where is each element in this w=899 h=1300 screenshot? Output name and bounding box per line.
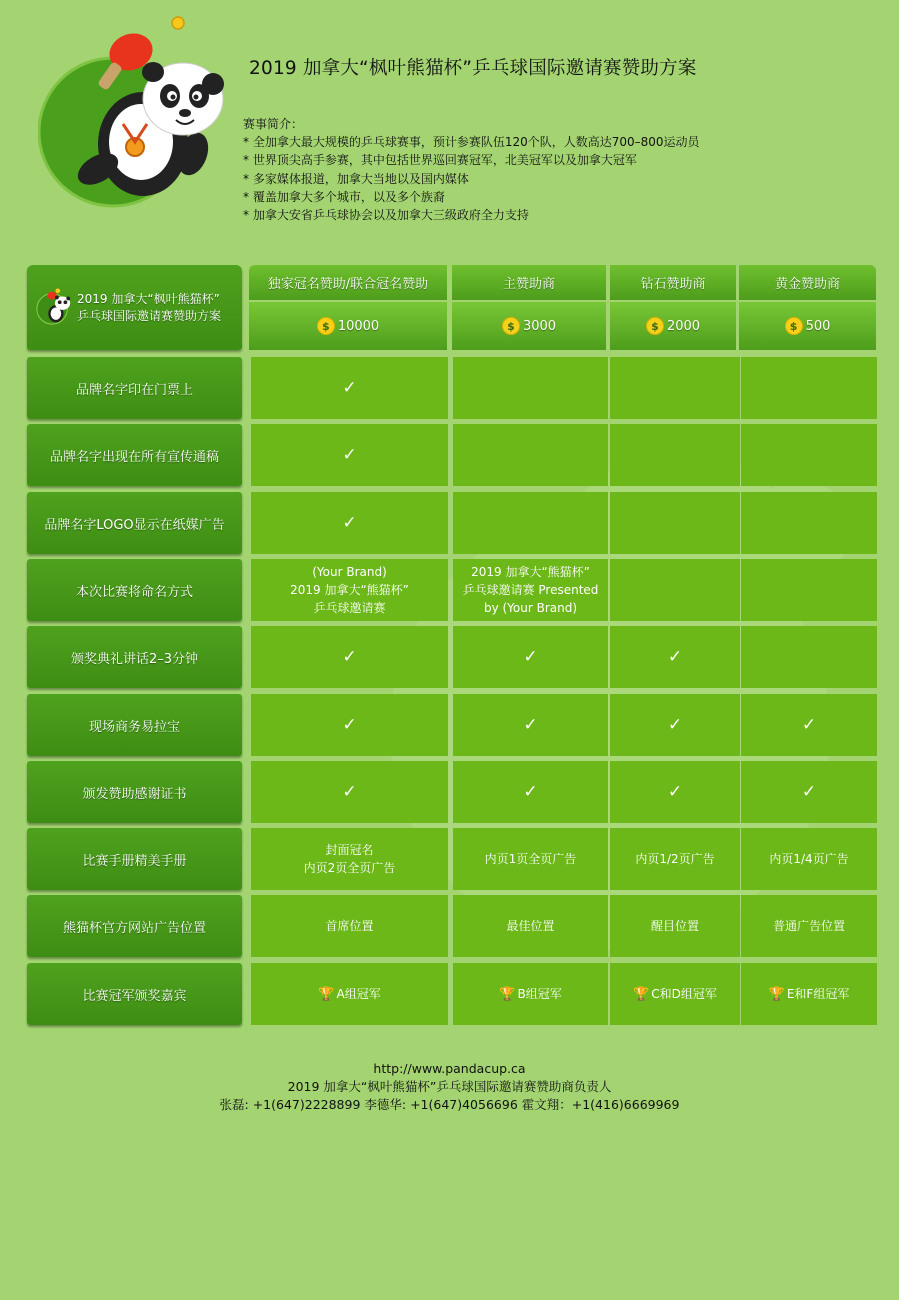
intro-item: * 世界顶尖高手参赛，其中包括世界巡回赛冠军，北美冠军以及加拿大冠军 <box>243 153 637 168</box>
tier-price <box>249 302 447 350</box>
row-label: 本次比赛将命名方式 <box>27 559 242 621</box>
cell-text-line: 最佳位置 <box>506 919 555 933</box>
event-intro <box>243 115 700 224</box>
intro-heading: 赛事简介： <box>243 117 304 131</box>
table-cell <box>453 492 608 554</box>
table-cell <box>251 559 448 621</box>
cell-text: C和D组冠军 <box>651 986 717 1001</box>
row-label: 颁发赞助感谢证书 <box>27 761 242 823</box>
table-cell <box>251 828 448 890</box>
table-cell <box>610 424 740 486</box>
cell-text-line: 内页1/2页广告 <box>635 852 715 866</box>
table-cell <box>453 694 608 756</box>
cell-text-line: 首席位置 <box>325 919 374 933</box>
trophy-icon: 🏆 <box>633 986 650 1002</box>
cell-text-line: 内页2页全页广告 <box>303 861 396 875</box>
check-icon: ✓ <box>342 647 357 667</box>
table-cell <box>251 626 448 688</box>
table-cell <box>741 828 877 890</box>
row-label: 品牌名字LOGO显示在纸媒广告 <box>27 492 242 554</box>
cell-text-line: by (Your Brand) <box>483 601 578 615</box>
panda-mascot-logo <box>38 14 228 214</box>
table-cell <box>453 828 608 890</box>
tier-price-value: 500 <box>805 318 831 334</box>
table-cell <box>741 559 877 621</box>
row-label: 比赛冠军颁奖嘉宾 <box>27 963 242 1025</box>
cell-text-line: 普通广告位置 <box>772 919 845 933</box>
cell-text: A组冠军 <box>336 986 381 1001</box>
table-cell <box>453 895 608 957</box>
table-cell <box>610 694 740 756</box>
row-label: 颁奖典礼讲话2–3分钟 <box>27 626 242 688</box>
check-icon: ✓ <box>342 445 357 465</box>
panda-mini-icon <box>35 287 73 327</box>
table-cell <box>610 357 740 419</box>
cell-text-line <box>769 985 850 1004</box>
table-cell <box>741 424 877 486</box>
table-cell <box>251 895 448 957</box>
table-cell <box>453 559 608 621</box>
tier-price-value: 2000 <box>666 318 701 334</box>
cell-text-line: 封面冠名 <box>325 843 374 857</box>
intro-item: * 全加拿大最大规模的乒乓球赛事，预计参赛队伍120个队，人数高达700–800运动员 <box>243 135 700 150</box>
row-label: 现场商务易拉宝 <box>27 694 242 756</box>
table-cell <box>610 492 740 554</box>
cell-text-line: 内页1页全页广告 <box>484 852 577 866</box>
table-cell <box>610 895 740 957</box>
table-cell <box>741 694 877 756</box>
intro-item: * 加拿大安省乒乓球协会以及加拿大三级政府全力支持 <box>243 208 529 223</box>
cell-text: E和F组冠军 <box>786 986 850 1001</box>
intro-item: * 覆盖加拿大多个城市，以及多个族裔 <box>243 189 445 204</box>
check-icon: ✓ <box>342 378 357 398</box>
cell-text-line: 乒乓球邀请赛 <box>313 601 386 615</box>
tier-name: 主赞助商 <box>452 265 606 300</box>
dollar-coin-icon: $ <box>785 317 803 335</box>
check-icon: ✓ <box>523 782 538 802</box>
table-cell <box>453 761 608 823</box>
check-icon: ✓ <box>801 715 817 735</box>
footer-organizer: 2019 加拿大“枫叶熊猫杯”乒乓球国际邀请赛赞助商负责人 <box>287 1079 612 1094</box>
tier-price-value: 10000 <box>337 318 380 334</box>
check-icon: ✓ <box>667 647 683 667</box>
table-cell <box>251 694 448 756</box>
row-label: 品牌名字印在门票上 <box>27 357 242 419</box>
cell-text-line <box>318 985 380 1004</box>
cell-text-line <box>499 985 561 1004</box>
table-cell <box>741 761 877 823</box>
cell-text-line: 2019 加拿大“熊猫杯” <box>471 565 590 579</box>
table-cell <box>741 492 877 554</box>
table-cell <box>741 357 877 419</box>
tier-name: 黄金赞助商 <box>739 265 876 300</box>
tier-name: 钻石赞助商 <box>610 265 736 300</box>
table-cell <box>453 357 608 419</box>
table-cell <box>251 424 448 486</box>
table-cell <box>453 626 608 688</box>
table-cell <box>453 424 608 486</box>
tier-name: 独家冠名赞助/联合冠名赞助 <box>249 265 447 300</box>
check-icon: ✓ <box>523 715 538 735</box>
row-label: 熊猫杯官方网站广告位置 <box>27 895 242 957</box>
row-label: 品牌名字出现在所有宣传通稿 <box>27 424 242 486</box>
dollar-coin-icon: $ <box>502 317 520 335</box>
table-cell <box>610 761 740 823</box>
table-cell <box>610 626 740 688</box>
table-corner-label <box>27 265 242 350</box>
check-icon: ✓ <box>523 647 538 667</box>
cell-text-line <box>633 985 717 1004</box>
cell-text-line: 2019 加拿大“熊猫杯” <box>290 583 409 597</box>
corner-label-line: 2019 加拿大“枫叶熊猫杯” <box>77 291 220 306</box>
table-cell <box>251 761 448 823</box>
footer-url[interactable]: http://www.pandacup.ca <box>373 1061 526 1076</box>
table-cell <box>251 963 448 1025</box>
tier-price <box>610 302 736 350</box>
table-cell <box>251 492 448 554</box>
trophy-icon: 🏆 <box>499 986 516 1002</box>
table-cell <box>610 559 740 621</box>
row-label: 比赛手册精美手册 <box>27 828 242 890</box>
check-icon: ✓ <box>667 782 683 802</box>
tier-price <box>452 302 606 350</box>
check-icon: ✓ <box>342 715 357 735</box>
intro-item: * 多家媒体报道，加拿大当地以及国内媒体 <box>243 171 469 186</box>
cell-text-line: 内页1/4页广告 <box>769 852 849 866</box>
tier-price <box>739 302 876 350</box>
table-cell <box>741 895 877 957</box>
table-cell <box>610 828 740 890</box>
table-cell <box>741 626 877 688</box>
check-icon: ✓ <box>342 782 357 802</box>
dollar-coin-icon: $ <box>317 317 335 335</box>
table-cell <box>453 963 608 1025</box>
check-icon: ✓ <box>801 782 817 802</box>
footer-contacts: 张磊: +1(647)2228899 李德华: +1(647)4056696 霍文翔：+1(416)6669969 <box>219 1097 680 1112</box>
cell-text-line: (Your Brand) <box>312 565 387 579</box>
footer <box>0 1060 899 1114</box>
trophy-icon: 🏆 <box>768 986 785 1002</box>
table-cell <box>610 963 740 1025</box>
corner-label-line: 乒乓球国际邀请赛赞助方案 <box>77 308 222 323</box>
trophy-icon: 🏆 <box>318 986 335 1002</box>
cell-text-line: 乒乓球邀请赛 Presented <box>462 583 599 597</box>
check-icon: ✓ <box>667 715 683 735</box>
dollar-coin-icon: $ <box>646 317 664 335</box>
check-icon: ✓ <box>342 513 357 533</box>
cell-text-line: 醒目位置 <box>650 919 699 933</box>
page-title: 2019 加拿大“枫叶熊猫杯”乒乓球国际邀请赛赞助方案 <box>249 58 697 79</box>
table-cell <box>251 357 448 419</box>
cell-text: B组冠军 <box>517 986 562 1001</box>
tier-price-value: 3000 <box>522 318 557 334</box>
table-cell <box>741 963 877 1025</box>
